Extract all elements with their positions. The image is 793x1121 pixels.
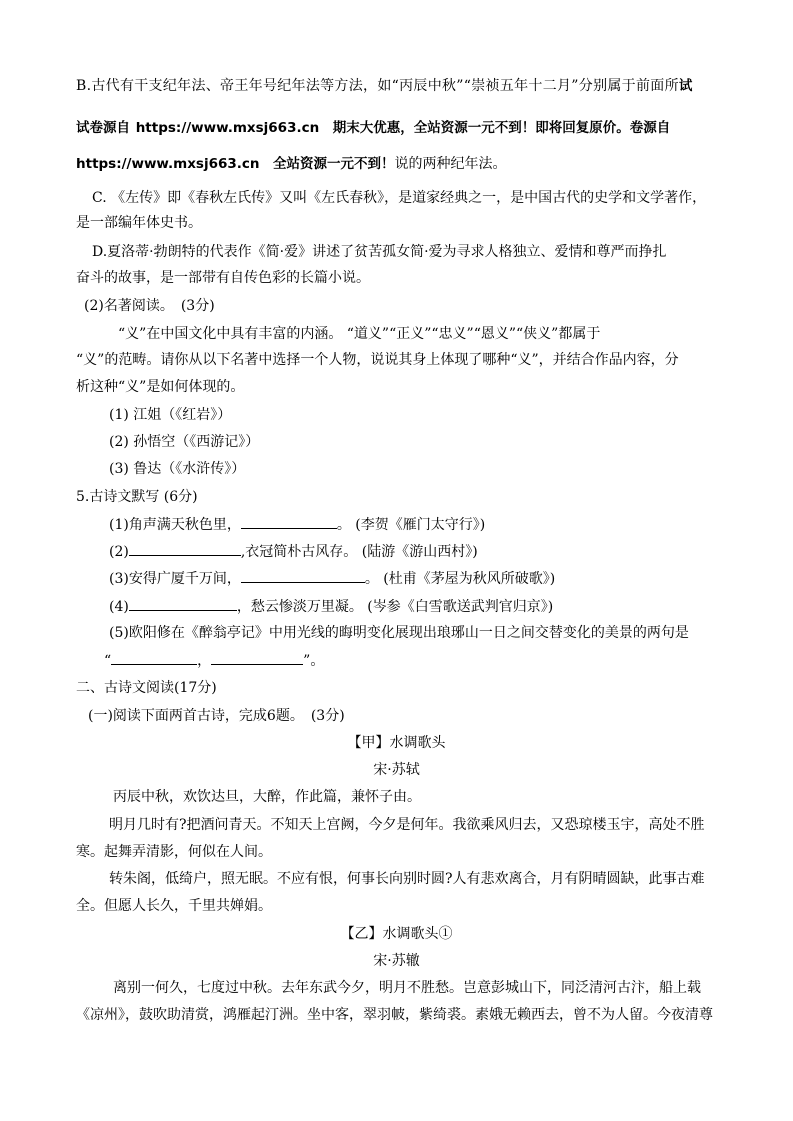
subsection-1-heading: (一)阅读下面两首古诗，完成6题。 (3分)	[88, 708, 345, 724]
section-2-heading: 二、古诗文阅读(17分)	[76, 680, 217, 696]
answer-blank[interactable]	[129, 596, 237, 611]
answer-blank[interactable]	[111, 650, 197, 665]
option-b-line-3: https://www.mxsj663.cn 全站资源一元不到！说的两种纪年法。	[76, 156, 507, 172]
poem-jia-author: 宋·苏轼	[373, 762, 420, 778]
poem-yi-line-2: 《凉州》，鼓吹助清赏，鸿雁起汀洲。坐中客，翠羽帔，紫绮裘。素娥无赖西去，曾不为人留。今夜清尊	[76, 1007, 713, 1023]
fill-blank-3: (3)安得广厦千万间， 。 (杜甫《茅屋为秋风所破歌》)	[109, 568, 555, 589]
poem-jia-preface: 丙辰中秋，欢饮达旦，大醉，作此篇，兼怀子由。	[113, 789, 421, 805]
fill-blank-2: (2) ,衣冠简朴古风存。 (陆游《游山西村》)	[109, 541, 478, 562]
option-d-line-1: D.夏洛蒂·勃朗特的代表作《简·爱》讲述了贫苦孤女简·爱为寻求人格独立、爱情和尊严而挣扎	[92, 244, 667, 260]
option-c-line-1: C. 《左传》即《春秋左氏传》又叫《左氏春秋》，是道家经典之一，是中国古代的史学和文学著作，	[92, 190, 707, 206]
reading-prompt-line-3: 析这种“义”是如何体现的。	[76, 379, 245, 395]
option-c-line-2: 是一部编年体史书。	[76, 215, 202, 231]
question-2-heading: (2)名著阅读。 (3分)	[84, 298, 215, 314]
poem-yi-title: 【乙】水调歌头①	[340, 926, 453, 942]
fill-blank-5-answer: “ ， ”。	[104, 650, 324, 671]
answer-blank[interactable]	[241, 514, 337, 529]
option-b-line-1: B.古代有干支纪年法、帝王年号纪年法等方法，如“丙辰中秋”“崇祯五年十二月”分别属于前面所试	[76, 78, 693, 94]
poem-jia-line-4: 全。但愿人长久，千里共婵娟。	[76, 898, 272, 914]
choice-option-3: (3) 鲁达（《水浒传》）	[109, 461, 246, 477]
choice-option-2: (2) 孙悟空（《西游记》）	[109, 434, 260, 450]
answer-blank[interactable]	[129, 541, 241, 556]
poem-yi-line-1: 离别一何久，七度过中秋。去年东武今夕，明月不胜愁。岂意彭城山下，同泛清河古汴，船上载	[113, 980, 701, 996]
poem-jia-line-2: 寒。起舞弄清影，何似在人间。	[76, 844, 272, 860]
fill-blank-4: (4) ，愁云惨淡万里凝。 (岑参《白雪歌送武判官归京》)	[109, 596, 553, 617]
answer-blank[interactable]	[241, 568, 365, 583]
poem-yi-author: 宋·苏辙	[373, 953, 420, 969]
answer-blank[interactable]	[211, 650, 303, 665]
fill-blank-5-prompt: (5)欧阳修在《醉翁亭记》中用光线的晦明变化展现出琅琊山一日之间交替变化的美景的两句是	[109, 625, 689, 641]
reading-prompt-line-2: “义”的范畴。请你从以下名著中选择一个人物，说说其身上体现了哪种“义”，并结合作品内容，分	[76, 352, 679, 368]
fill-blank-1: (1)角声满天秋色里， 。 (李贺《雁门太守行》)	[109, 514, 485, 535]
section-5-heading: 5.古诗文默写 (6分)	[76, 489, 198, 505]
poem-jia-line-3: 转朱阁，低绮户，照无眠。不应有恨，何事长向别时圆?人有悲欢离合，月有阴晴圆缺，此事古难	[109, 871, 705, 887]
reading-prompt-line-1: “义”在中国文化中具有丰富的内涵。 “道义”“正义”“忠义”“恩义”“侠义”都属于	[118, 326, 601, 342]
poem-jia-line-1: 明月几时有?把酒问青天。不知天上宫阙，今夕是何年。我欲乘风归去，又恐琼楼玉宇，高处不胜	[109, 817, 705, 833]
watermark-ad-line: 试卷源自 https://www.mxsj663.cn 期末大优惠，全站资源一元不到！即将回复原价。卷源自	[76, 120, 671, 136]
poem-jia-title: 【甲】水调歌头	[347, 735, 446, 751]
option-d-line-2: 奋斗的故事，是一部带有自传色彩的长篇小说。	[76, 270, 370, 286]
choice-option-1: (1) 江姐（《红岩》）	[109, 407, 232, 423]
